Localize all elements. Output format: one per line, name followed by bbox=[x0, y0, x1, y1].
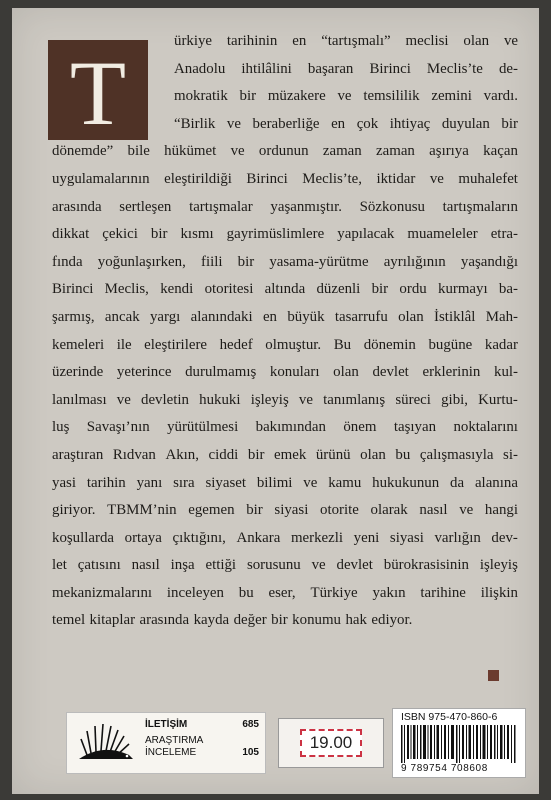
barcode-icon bbox=[401, 725, 517, 763]
text-line: ürkiye tarihinin en “tartışmalı” meclisi olan ve bbox=[174, 33, 518, 49]
price-sticker: 19.00 bbox=[300, 729, 363, 757]
dropcap-letter: T bbox=[69, 42, 127, 144]
publisher-name: İLETİŞİM bbox=[145, 719, 188, 730]
text-line: kemeleri ile eleştirilere hedef olmuştur. Bu dönemin bugüne kadar bbox=[52, 336, 518, 353]
blurb-paragraph bbox=[52, 28, 518, 635]
price-tag-area bbox=[278, 718, 384, 768]
text-line: mekanizmalarını inceleyen bu eser, Türkiye yakın tarihine ilişkin bbox=[52, 584, 518, 601]
bottom-info-strip bbox=[50, 712, 524, 774]
hedgehog-icon bbox=[75, 721, 135, 763]
barcode-digits: 9 789754 708608 bbox=[401, 763, 488, 774]
end-mark-square bbox=[488, 670, 499, 681]
text-line: fında yoğunlaşırken, fiili bir yasama-yürütme ayrılığının yaşandığı bbox=[52, 253, 518, 270]
text-line: lanılması ve devletin hukuki işleyiş ve tanımlanış süreci gibi, Kurtu- bbox=[52, 391, 518, 408]
series-name-line2: İNCELEME bbox=[145, 747, 197, 758]
publisher-number: 685 bbox=[242, 719, 259, 730]
isbn-label: ISBN 975-470-860-6 bbox=[401, 711, 498, 723]
text-line: dönemde” bile hükümet ve ordunun zaman zaman aşırıya kaçan bbox=[52, 143, 518, 160]
text-line: üzerinde yeterince durulmamış konuları olan devlet erklerinin kul- bbox=[52, 364, 518, 381]
text-line: uygulamalarının eleştirildiği Birinci Meclis’te, iktidar ve muhalefet bbox=[52, 170, 518, 187]
text-line: “Birlik ve beraberliğe en çok ihtiyaç duyulan bir bbox=[174, 115, 518, 132]
text-line: arasında sertleşen tartışmalar yaşanmıştır. Sözkonusu tartışmaların bbox=[52, 198, 518, 215]
text-line: luş Savaşı’nın yürütülmesi bakımından önem taşıyan noktalarını bbox=[52, 419, 518, 436]
series-number: 105 bbox=[242, 747, 259, 758]
text-line: dikkat çekici bir kısmı gayrimüslimlere yapılacak muameleler etra- bbox=[52, 226, 518, 243]
text-line: Anadolu ihtilâlini başaran Birinci Meclis’te de- bbox=[174, 60, 518, 77]
text-line: giriyor. TBMM’nin egemen bir siyasi otorite olarak nasıl ve hangi bbox=[52, 502, 518, 519]
series-name-line1: ARAŞTIRMA bbox=[145, 735, 204, 746]
text-line: let çatısını nasıl inşa ettiği sorusunu ve devlet bürokrasisinin işleyiş bbox=[52, 557, 518, 574]
series-info bbox=[145, 719, 259, 759]
text-line: araştıran Rıdvan Akın, ciddi bir emek ürünü olan bu çalışmasıyla si- bbox=[52, 446, 518, 463]
text-line: temel kitaplar arasında kayda değer bir konumu hak ediyor. bbox=[52, 612, 413, 629]
text-line: Birinci Meclis, kendi otoritesi altında düzenli bir ordu kurmayı ba- bbox=[52, 281, 518, 298]
isbn-barcode-box bbox=[392, 708, 526, 778]
text-line: şarmış, ancak yargı alanındaki en büyük tasarrufu olan İstiklâl Mah- bbox=[52, 308, 518, 325]
text-line: yasi tarihin yanı sıra siyaset bilimi ve kamu hukukunun da alanına bbox=[52, 474, 518, 491]
text-line: mokratik bir müzakere ve temsililik zemini vardı. bbox=[174, 88, 518, 105]
text-line: koşullarda ortaya çıktığını, Ankara merkezli yeni siyasi varlığın dev- bbox=[52, 529, 518, 546]
publisher-box bbox=[66, 712, 266, 774]
